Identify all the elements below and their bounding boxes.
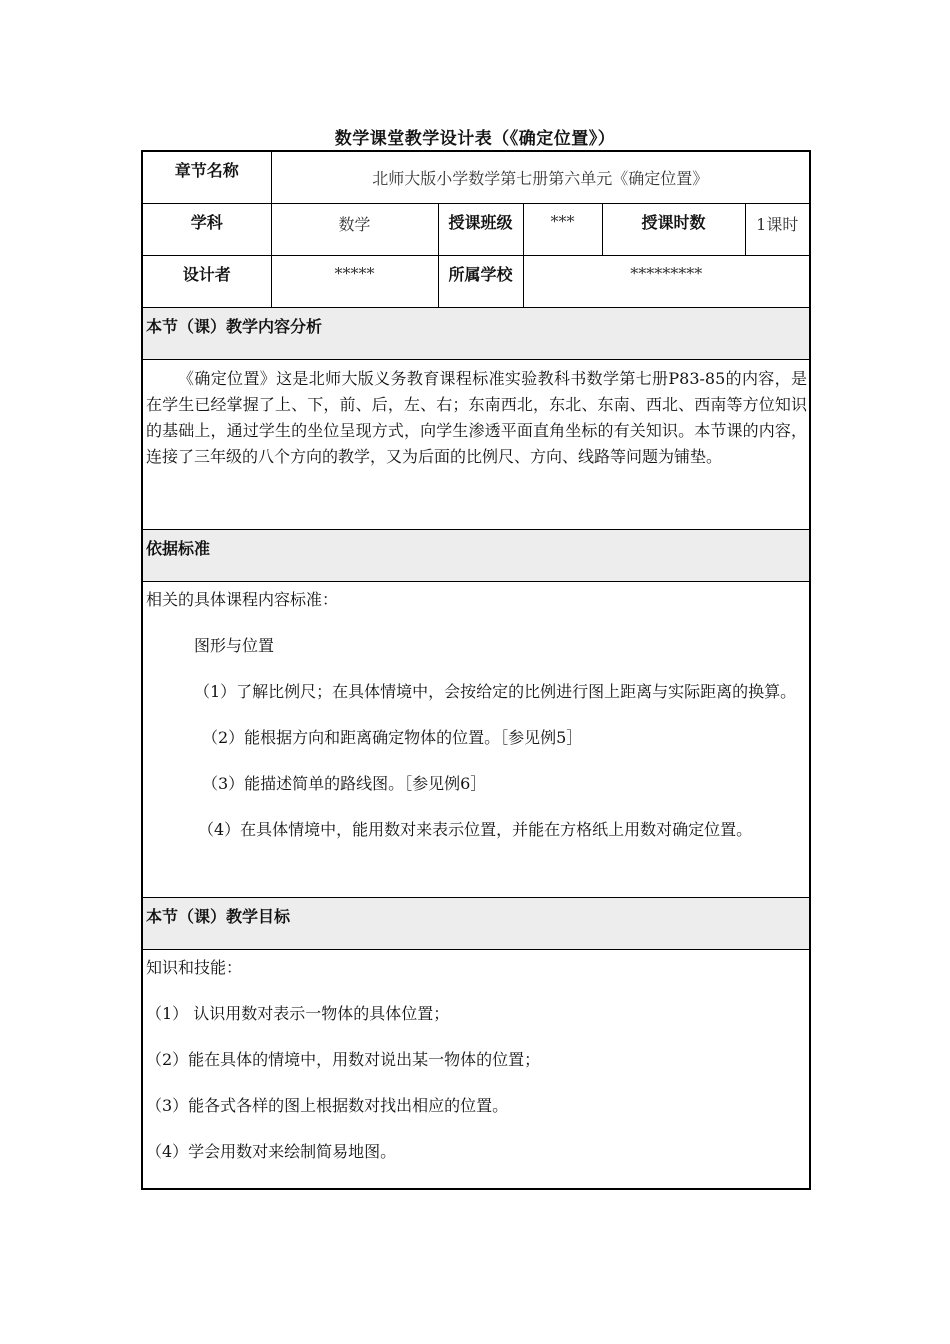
standards-item-3: （3）能描述简单的路线图。［参见例6］ (202, 773, 487, 793)
designer-row (142, 255, 810, 307)
content-analysis-cell (142, 359, 810, 529)
standards-row (142, 581, 810, 897)
class-value: *** (523, 203, 602, 255)
subject-label: 学科 (142, 203, 271, 255)
class-label: 授课班级 (438, 203, 523, 255)
content-analysis-row (142, 359, 810, 529)
lesson-design-table (141, 150, 811, 1190)
subject-row (142, 203, 810, 255)
designer-value: ***** (271, 255, 438, 307)
chapter-value: 北师大版小学数学第七册第六单元《确定位置》 (271, 151, 810, 203)
standards-item-4: （4）在具体情境中，能用数对来表示位置，并能在方格纸上用数对确定位置。 (198, 819, 753, 839)
standards-item-2: （2）能根据方向和距离确定物体的位置。［参见例5］ (202, 727, 583, 747)
standards-topic: 图形与位置 (194, 635, 275, 655)
chapter-label: 章节名称 (142, 151, 271, 203)
standards-item-1: （1）了解比例尺；在具体情境中，会按给定的比例进行图上距离与实际距离的换算。 (194, 681, 797, 701)
objectives-heading: 本节（课）教学目标 (142, 897, 810, 949)
hours-value: 1课时 (745, 203, 810, 255)
designer-label: 设计者 (142, 255, 271, 307)
objectives-row (142, 949, 810, 1189)
content-analysis-text: 《确定位置》这是北师大版义务教育课程标准实验教科书数学第七册P83-85的内容，是在学生已经掌握了上、下，前、后，左、右；东南西北，东北、东南、西北、西南等方位知识的基础上，通过学生的坐位呈现方式，向学生渗透平面直角坐标的有关知识。本节课的内容，连接了三年级的八个方向的教学，又为后面的比例尺、方向、线路等问题为铺垫。 (146, 368, 808, 466)
standards-heading: 依据标准 (142, 529, 810, 581)
objectives-item-4: （4）学会用数对来绘制简易地图。 (146, 1141, 397, 1161)
school-value: ********* (523, 255, 810, 307)
objectives-cell (142, 949, 810, 1189)
school-label: 所属学校 (438, 255, 523, 307)
document-title: 数学课堂教学设计表（《确定位置》） (334, 129, 616, 149)
objectives-item-2: （2）能在具体的情境中，用数对说出某一物体的位置； (146, 1049, 541, 1069)
objectives-intro: 知识和技能： (146, 957, 243, 977)
standards-heading-row (142, 529, 810, 581)
subject-value: 数学 (271, 203, 438, 255)
content-analysis-heading: 本节（课）教学内容分析 (142, 307, 810, 359)
chapter-row (142, 151, 810, 203)
standards-cell (142, 581, 810, 897)
objectives-item-3: （3）能各式各样的图上根据数对找出相应的位置。 (146, 1095, 509, 1115)
objectives-heading-row (142, 897, 810, 949)
content-analysis-heading-row (142, 307, 810, 359)
objectives-item-1: （1） 认识用数对表示一物体的具体位置； (146, 1003, 450, 1023)
hours-label: 授课时数 (602, 203, 745, 255)
standards-intro: 相关的具体课程内容标准： (146, 589, 339, 609)
